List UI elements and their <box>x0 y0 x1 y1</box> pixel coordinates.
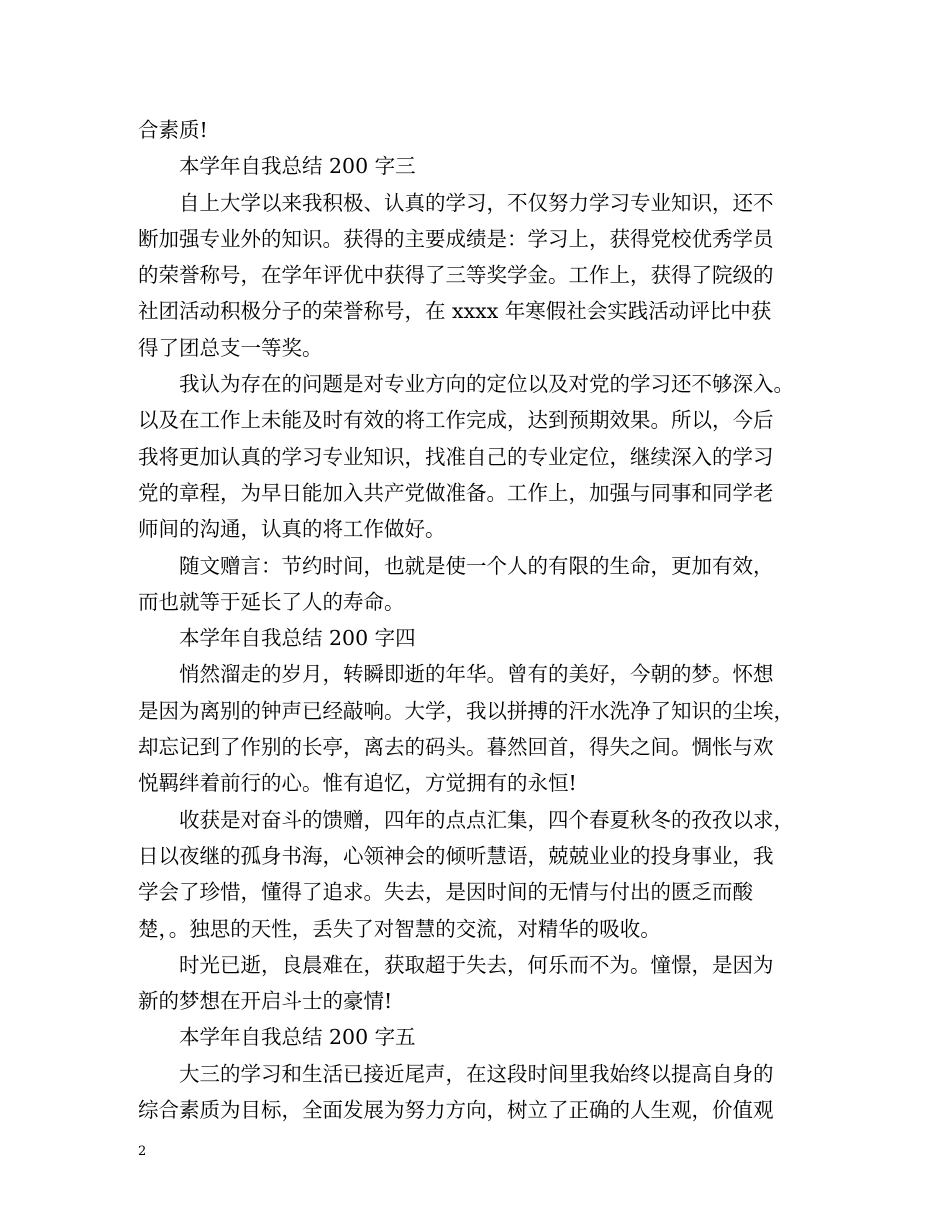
text-line: 断加强专业外的知识。获得的主要成绩是：学习上，获得党校优秀学员 <box>138 226 774 251</box>
text-line: 党的章程，为早日能加入共产党做准备。工作上，加强与同事和同学老 <box>138 480 774 505</box>
text-line: 收获是对奋斗的馈赠，四年的点点汇集，四个春夏秋冬的孜孜以求， <box>179 807 794 832</box>
text-line: 得了团总支一等奖。 <box>138 335 323 360</box>
text-line: 我将更加认真的学习专业知识，找准自己的专业定位，继续深入的学习 <box>138 444 774 469</box>
text-line: 日以夜继的孤身书海，心领神会的倾听慧语，兢兢业业的投身事业，我 <box>138 843 774 868</box>
text-line: 本学年自我总结 200 字四 <box>179 626 416 651</box>
text-line: 师间的沟通，认真的将工作做好。 <box>138 517 446 542</box>
text-line: 却忘记到了作别的长亭，离去的码头。暮然回首，得失之间。惆怅与欢 <box>138 735 774 760</box>
text-line: 综合素质为目标，全面发展为努力方向，树立了正确的人生观，价值观 <box>138 1098 774 1123</box>
text-line: 以及在工作上未能及时有效的将工作完成，达到预期效果。所以，今后 <box>138 408 774 433</box>
text-line: 大三的学习和生活已接近尾声，在这段时间里我始终以提高自身的 <box>179 1061 774 1086</box>
text-line: 本学年自我总结 200 字三 <box>179 154 416 179</box>
text-line: 时光已逝，良晨难在，获取超于失去，何乐而不为。憧憬，是因为 <box>179 952 774 977</box>
text-line: 随文赠言：节约时间，也就是使一个人的有限的生命，更加有效， <box>179 553 774 578</box>
text-line: 楚，。独思的天性，丢失了对智慧的交流，对精华的吸收。 <box>138 916 661 941</box>
page-number: 2 <box>138 1144 147 1159</box>
text-line: 新的梦想在开启斗士的豪情! <box>138 989 393 1014</box>
text-line: 合素质! <box>138 118 208 142</box>
text-line: 社团活动积极分子的荣誉称号，在 xxxx 年寒假社会实践活动评比中获 <box>138 299 772 324</box>
text-line: 的荣誉称号，在学年评优中获得了三等奖学金。工作上，获得了院级的 <box>138 263 774 288</box>
text-line: 悦羁绊着前行的心。惟有追忆，方觉拥有的永恒! <box>138 771 577 796</box>
text-line: 我认为存在的问题是对专业方向的定位以及对党的学习还不够深入。 <box>179 372 794 397</box>
text-line: 是因为离别的钟声已经敲响。大学，我以拼搏的汗水洗净了知识的尘埃， <box>138 698 794 723</box>
text-line: 学会了珍惜，懂得了追求。失去，是因时间的无情与付出的匮乏而酸 <box>138 880 753 905</box>
document-body <box>138 112 823 1128</box>
text-line: 悄然溜走的岁月，转瞬即逝的年华。曾有的美好，今朝的梦。怀想 <box>179 662 774 687</box>
text-line: 而也就等于延长了人的寿命。 <box>138 589 405 614</box>
text-line: 本学年自我总结 200 字五 <box>179 1025 416 1050</box>
text-line: 自上大学以来我积极、认真的学习，不仅努力学习专业知识，还不 <box>179 190 774 215</box>
